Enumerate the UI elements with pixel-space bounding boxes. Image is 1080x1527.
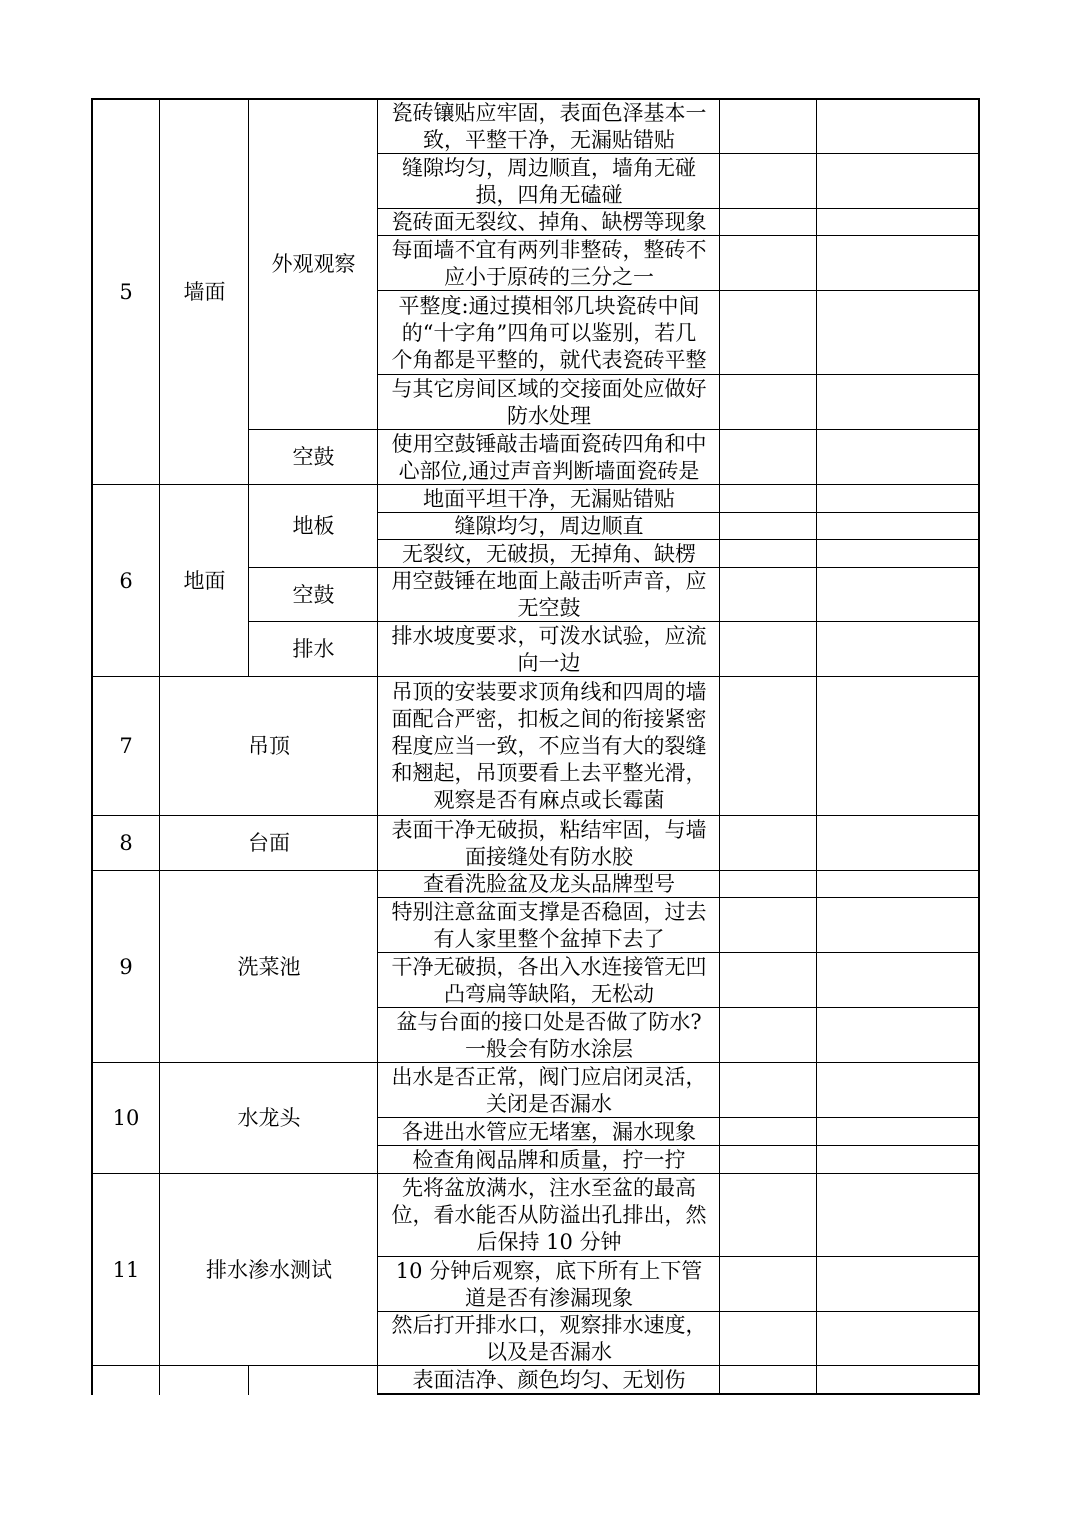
requirement-text: 平整度:通过摸相邻几块瓷砖中间 的“十字角”四角可以鉴别，若几 个角都是平整的，就代表瓷砖平整 (391, 293, 707, 372)
sub-item: 空鼓 (292, 445, 335, 469)
item-name: 洗菜池 (237, 954, 301, 979)
table-border (377, 1393, 980, 1395)
requirement-text: 盆与台面的接口处是否做了防水? 一般会有防水涂层 (396, 1009, 702, 1061)
row-divider (377, 235, 980, 236)
row-divider (377, 1145, 980, 1146)
row-divider (377, 1311, 980, 1312)
row-number: 8 (119, 831, 133, 855)
sub-item (249, 1366, 378, 1394)
requirement-text: 无裂纹，无破损，无掉角、缺楞 (402, 541, 696, 566)
row-divider (248, 567, 980, 568)
row-divider (248, 429, 980, 430)
column-divider (719, 98, 720, 1395)
requirement-text: 使用空鼓锤敲击墙面瓷砖四角和中 心部位,通过声音判断墙面瓷砖是 (391, 431, 707, 483)
column-divider (248, 98, 249, 677)
row-divider (377, 290, 980, 291)
item-name: 地面 (183, 568, 226, 593)
requirement-text: 与其它房间区域的交接面处应做好 防水处理 (391, 376, 707, 428)
requirement-text: 然后打开排水口，观察排水速度， 以及是否漏水 (391, 1313, 707, 1364)
row-number: 6 (119, 568, 133, 593)
row-divider (91, 870, 980, 871)
row-divider (91, 1062, 980, 1063)
requirement-text: 各进出水管应无堵塞，漏水现象 (402, 1119, 696, 1144)
row-number (92, 1366, 160, 1394)
row-divider (91, 1365, 980, 1366)
requirement-text: 每面墙不宜有两列非整砖，整砖不 应小于原砖的三分之一 (391, 237, 707, 289)
row-divider (377, 208, 980, 209)
table-border (91, 98, 980, 100)
row-divider (91, 676, 980, 677)
requirement-text: 出水是否正常，阀门应启闭灵活， 关闭是否漏水 (391, 1064, 707, 1116)
requirement-text: 先将盆放满水，注水至盆的最高 位，看水能否从防溢出孔排出，然 后保持 10 分钟 (391, 1176, 707, 1254)
row-divider (377, 1117, 980, 1118)
row-divider (377, 512, 980, 513)
row-divider (377, 1007, 980, 1008)
row-divider (248, 621, 980, 622)
requirement-text: 缝隙均匀，周边顺直 (454, 514, 644, 538)
item-name (160, 1366, 249, 1394)
requirement-text: 干净无破损，各出入水连接管无凹 凸弯扁等缺陷，无松动 (391, 954, 707, 1006)
row-number: 11 (112, 1257, 140, 1282)
requirement-text: 瓷砖面无裂纹、掉角、缺楞等现象 (391, 210, 707, 234)
row-number: 7 (119, 734, 133, 758)
column-divider (159, 98, 160, 1395)
column-divider (816, 98, 817, 1395)
item-name: 墙面 (183, 279, 226, 304)
row-number: 9 (119, 954, 133, 979)
row-divider (377, 1256, 980, 1257)
row-divider (377, 374, 980, 375)
table-border (978, 98, 980, 1395)
item-name: 台面 (248, 831, 290, 855)
requirement-text: 表面干净无破损，粘结牢固，与墙 面接缝处有防水胶 (391, 817, 707, 869)
sub-item: 排水 (292, 637, 335, 661)
requirement-text: 10 分钟后观察，底下所有上下管 道是否有渗漏现象 (395, 1258, 703, 1310)
requirement-text: 瓷砖镶贴应牢固，表面色泽基本一 致，平整干净，无漏贴错贴 (391, 100, 707, 152)
requirement-text: 检查角阀品牌和质量，拧一拧 (412, 1147, 686, 1172)
row-divider (91, 815, 980, 816)
requirement-text: 排水坡度要求，可泼水试验，应流 向一边 (391, 623, 707, 675)
requirement-text: 用空鼓锤在地面上敲击听声音，应 无空鼓 (391, 569, 707, 620)
column-divider (377, 98, 378, 1395)
row-number: 5 (119, 279, 133, 304)
row-divider (91, 484, 980, 485)
requirement-text: 查看洗脸盆及龙头品牌型号 (423, 872, 675, 896)
sub-item: 外观观察 (271, 252, 356, 276)
row-number: 10 (112, 1106, 140, 1130)
column-divider (248, 1366, 249, 1395)
table-border (91, 98, 93, 1395)
row-divider (91, 1173, 980, 1174)
row-divider (377, 539, 980, 540)
sub-item: 空鼓 (292, 582, 335, 607)
item-name: 水龙头 (237, 1106, 301, 1130)
row-divider (377, 897, 980, 898)
sub-item: 地板 (292, 514, 335, 538)
item-name: 排水渗水测试 (206, 1257, 332, 1282)
requirement-text: 特别注意盆面支撑是否稳固，过去 有人家里整个盆掉下去了 (391, 899, 707, 951)
requirement-text: 缝隙均匀，周边顺直，墙角无碰 损，四角无磕碰 (402, 155, 696, 207)
row-divider (377, 952, 980, 953)
requirement-text: 地面平坦干净，无漏贴错贴 (423, 486, 675, 511)
requirement-text: 吊顶的安装要求顶角线和四周的墙 面配合严密，扣板之间的衔接紧密 程度应当一致，不应当有大的裂缝 和翘起，吊顶要看上去平整光滑， 观察是否有麻点或长霉菌 (391, 680, 707, 812)
requirement-text: 表面洁净、颜色均匀、无划伤 (412, 1367, 686, 1392)
item-name: 吊顶 (248, 734, 290, 758)
row-divider (377, 153, 980, 154)
